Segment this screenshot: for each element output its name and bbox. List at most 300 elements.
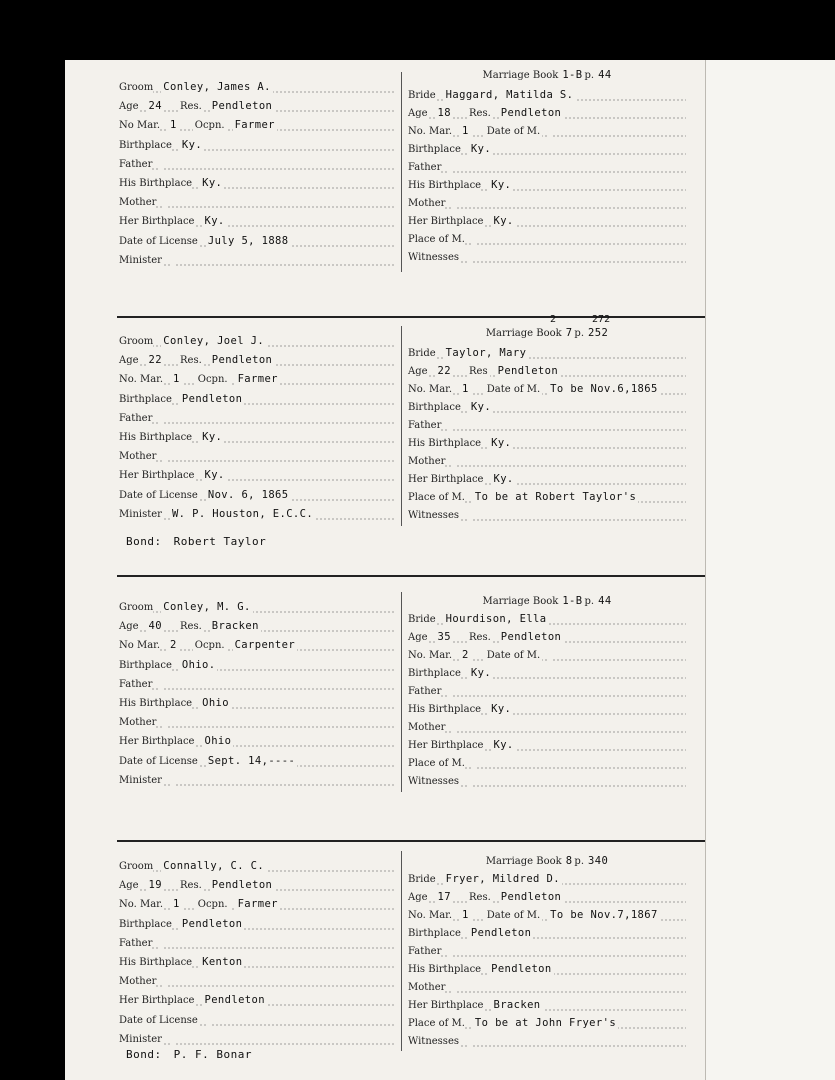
field-label: Bride bbox=[408, 874, 436, 885]
field-label: Birthplace bbox=[408, 928, 461, 939]
field-value: Ky. bbox=[204, 469, 225, 482]
field-value: W. P. Houston, E.C.C. bbox=[171, 507, 314, 520]
field-value: 24 bbox=[148, 100, 162, 113]
field-value: Ky. bbox=[491, 437, 512, 449]
field-label: His Birthplace bbox=[408, 438, 482, 449]
field-value bbox=[164, 716, 168, 728]
field-value-secondary: Pendleton bbox=[497, 365, 559, 377]
field-label-secondary: Ocpn. bbox=[194, 640, 225, 652]
field-label: His Birthplace bbox=[408, 964, 482, 975]
form-field bbox=[119, 895, 395, 913]
form-field bbox=[119, 212, 395, 230]
form-field bbox=[119, 251, 395, 269]
form-field bbox=[119, 136, 395, 154]
field-value: 1 bbox=[462, 125, 469, 137]
field-label: No Mar. bbox=[119, 120, 161, 132]
field-label: Birthplace bbox=[408, 144, 461, 155]
field-label: His Birthplace bbox=[119, 432, 193, 443]
field-value bbox=[160, 678, 164, 690]
book-volume: 1-B bbox=[562, 595, 583, 607]
field-label-secondary: Ocpn. bbox=[197, 899, 228, 911]
field-value: July 5, 1888 bbox=[207, 234, 289, 247]
field-label: No. Mar. bbox=[408, 126, 453, 137]
field-label-secondary: Res. bbox=[180, 101, 202, 113]
field-label: Date of License bbox=[119, 489, 198, 501]
bond-label: Bond: bbox=[126, 1048, 162, 1061]
marriage-book-reference bbox=[408, 326, 688, 340]
field-value: Ohio bbox=[204, 735, 232, 748]
field-value-secondary: Pendleton bbox=[500, 891, 562, 903]
field-value: Ky. bbox=[491, 179, 512, 191]
scan-margin bbox=[705, 60, 835, 1080]
field-value: Sept. 14,---- bbox=[207, 754, 296, 767]
field-label: Groom bbox=[119, 336, 154, 347]
field-value: To be at John Fryer's bbox=[474, 1017, 617, 1029]
field-value bbox=[453, 455, 457, 467]
field-label: Place of M. bbox=[408, 492, 465, 503]
field-label: Father bbox=[119, 412, 153, 424]
field-value: Ky. bbox=[493, 739, 514, 751]
field-value: Ky. bbox=[470, 401, 492, 413]
field-value: Conley, M. G. bbox=[163, 601, 251, 613]
form-field bbox=[119, 675, 395, 693]
field-value: Ky. bbox=[181, 138, 203, 151]
field-label: Age bbox=[119, 621, 139, 633]
column-divider bbox=[401, 72, 402, 272]
field-value: 19 bbox=[148, 879, 162, 892]
form-field bbox=[119, 598, 395, 616]
form-field bbox=[408, 772, 686, 790]
field-label-secondary: Res. bbox=[469, 892, 491, 903]
field-value: 1 bbox=[462, 383, 469, 395]
field-value-secondary: Pendleton bbox=[211, 100, 273, 113]
field-label-secondary: Ocpn. bbox=[197, 374, 228, 386]
field-value-secondary bbox=[548, 125, 552, 137]
field-value: Ky. bbox=[470, 667, 492, 679]
groom-column bbox=[119, 857, 395, 1049]
field-label: Her Birthplace bbox=[119, 995, 195, 1007]
field-value bbox=[453, 981, 457, 993]
field-value: 1 bbox=[173, 898, 180, 911]
form-field bbox=[119, 97, 395, 115]
book-label: Marriage Book bbox=[482, 596, 559, 607]
form-field bbox=[119, 505, 395, 523]
form-field bbox=[119, 953, 395, 971]
field-value bbox=[170, 1033, 174, 1045]
field-label-secondary: Date of M. bbox=[486, 650, 541, 661]
column-divider bbox=[401, 851, 402, 1051]
field-value: 40 bbox=[148, 620, 162, 633]
field-label: Mother bbox=[119, 717, 157, 729]
field-value: Bracken bbox=[493, 999, 541, 1011]
form-field bbox=[119, 351, 395, 369]
form-field bbox=[408, 506, 686, 524]
field-value bbox=[160, 412, 164, 424]
form-field bbox=[408, 344, 686, 362]
field-label: Father bbox=[119, 678, 153, 690]
marriage-book-reference bbox=[408, 68, 688, 82]
field-label: Age bbox=[119, 880, 139, 892]
field-value: Conley, Joel J. bbox=[163, 335, 265, 347]
groom-column bbox=[119, 332, 395, 524]
field-value bbox=[467, 1035, 471, 1047]
form-field bbox=[408, 646, 686, 664]
field-label: Mother bbox=[408, 722, 446, 733]
field-label: Father bbox=[408, 946, 442, 957]
field-value bbox=[473, 233, 477, 245]
field-value: Pendleton bbox=[491, 963, 552, 975]
field-value: Ky. bbox=[491, 703, 512, 715]
field-value: Haggard, Matilda S. bbox=[445, 89, 574, 101]
form-field bbox=[408, 906, 686, 924]
field-label-secondary: Res. bbox=[180, 621, 202, 633]
field-value: Connally, C. C. bbox=[163, 860, 265, 872]
field-value: Ky. bbox=[202, 177, 223, 189]
bride-column bbox=[408, 344, 686, 536]
field-value-secondary: Pendleton bbox=[211, 354, 273, 367]
field-value bbox=[449, 161, 453, 173]
book-page: 252 bbox=[588, 327, 609, 339]
corrected-page: 272 bbox=[592, 314, 611, 325]
form-field bbox=[408, 888, 686, 906]
field-value: 2 bbox=[170, 639, 177, 652]
form-field bbox=[119, 447, 395, 465]
form-field bbox=[408, 212, 686, 230]
field-value: 22 bbox=[437, 365, 451, 377]
field-value: Ohio. bbox=[181, 658, 216, 671]
field-label: Birthplace bbox=[119, 918, 172, 930]
field-label: Groom bbox=[119, 602, 154, 613]
field-value-secondary: Farmer bbox=[234, 119, 275, 132]
field-label: Mother bbox=[119, 976, 157, 988]
form-field bbox=[119, 174, 395, 192]
form-field bbox=[119, 713, 395, 731]
field-label: Groom bbox=[119, 82, 154, 93]
form-field bbox=[119, 617, 395, 635]
form-field bbox=[119, 934, 395, 952]
field-label: Age bbox=[119, 355, 139, 367]
field-value: Pendleton bbox=[204, 994, 265, 1007]
field-label: Her Birthplace bbox=[119, 470, 195, 482]
form-field bbox=[119, 486, 395, 504]
field-value bbox=[467, 509, 471, 521]
field-label: Place of M. bbox=[408, 1018, 465, 1029]
form-field bbox=[408, 942, 686, 960]
field-value: 17 bbox=[437, 891, 451, 903]
column-divider bbox=[401, 592, 402, 792]
field-label: Father bbox=[408, 420, 442, 431]
field-value: 1 bbox=[173, 373, 180, 386]
field-label: Age bbox=[408, 108, 428, 119]
form-field bbox=[408, 718, 686, 736]
field-label-secondary: Res bbox=[469, 366, 488, 377]
field-label: Bride bbox=[408, 614, 436, 625]
form-field bbox=[408, 380, 686, 398]
form-field bbox=[408, 122, 686, 140]
field-label: Age bbox=[408, 892, 428, 903]
field-label: Date of License bbox=[119, 755, 198, 767]
field-value bbox=[453, 721, 457, 733]
field-label: Birthplace bbox=[408, 402, 461, 413]
form-field bbox=[408, 488, 686, 506]
field-label: Minister bbox=[119, 254, 162, 266]
book-page-label: p. bbox=[574, 328, 585, 339]
book-label: Marriage Book bbox=[485, 856, 562, 867]
field-label: Birthplace bbox=[119, 393, 172, 405]
form-field bbox=[408, 610, 686, 628]
form-field bbox=[408, 248, 686, 266]
field-value bbox=[449, 685, 453, 697]
field-value: Fryer, Mildred D. bbox=[445, 873, 560, 885]
form-field bbox=[408, 682, 686, 700]
field-label: Birthplace bbox=[119, 139, 172, 151]
field-label: Father bbox=[119, 937, 153, 949]
field-value bbox=[467, 251, 471, 263]
field-label: Father bbox=[408, 686, 442, 697]
column-divider bbox=[401, 326, 402, 526]
field-value-secondary: Pendleton bbox=[500, 631, 562, 643]
field-label-secondary: Date of M. bbox=[486, 126, 541, 137]
form-field bbox=[119, 876, 395, 894]
field-label: No. Mar. bbox=[408, 384, 453, 395]
field-label: Witnesses bbox=[408, 1036, 459, 1047]
field-label: Place of M. bbox=[408, 758, 465, 769]
field-value: Ohio bbox=[202, 697, 229, 709]
field-label: Place of M. bbox=[408, 234, 465, 245]
field-label-secondary: Res. bbox=[469, 632, 491, 643]
field-value-secondary: Farmer bbox=[237, 898, 278, 911]
form-field bbox=[119, 771, 395, 789]
form-field bbox=[408, 700, 686, 718]
record-separator bbox=[117, 840, 705, 842]
field-value: Ky. bbox=[202, 431, 223, 443]
field-value bbox=[473, 757, 477, 769]
form-field bbox=[119, 656, 395, 674]
form-field bbox=[408, 978, 686, 996]
field-value bbox=[453, 197, 457, 209]
form-field bbox=[408, 452, 686, 470]
form-field bbox=[408, 924, 686, 942]
field-label: Minister bbox=[119, 508, 162, 520]
form-field bbox=[119, 732, 395, 750]
field-value: 1 bbox=[462, 909, 469, 921]
form-field bbox=[408, 754, 686, 772]
book-page-label: p. bbox=[574, 856, 585, 867]
field-label: Mother bbox=[408, 198, 446, 209]
bride-column bbox=[408, 870, 686, 1062]
form-field bbox=[119, 694, 395, 712]
bride-column bbox=[408, 610, 686, 802]
field-label-secondary: Res. bbox=[180, 355, 202, 367]
field-value bbox=[164, 196, 168, 208]
field-label: Bride bbox=[408, 348, 436, 359]
book-volume: 7 bbox=[565, 327, 573, 339]
form-field bbox=[119, 155, 395, 173]
field-label: His Birthplace bbox=[408, 704, 482, 715]
bond-label: Bond: bbox=[126, 535, 162, 548]
marriage-book-reference bbox=[408, 594, 688, 608]
form-field bbox=[119, 991, 395, 1009]
form-field bbox=[119, 193, 395, 211]
field-value bbox=[164, 975, 168, 987]
field-label: His Birthplace bbox=[119, 957, 193, 968]
form-field bbox=[408, 1032, 686, 1050]
field-value: 35 bbox=[437, 631, 451, 643]
field-value: 2 bbox=[462, 649, 469, 661]
field-label: Her Birthplace bbox=[119, 736, 195, 748]
field-label: Her Birthplace bbox=[408, 1000, 484, 1011]
field-value-secondary: Pendleton bbox=[500, 107, 562, 119]
field-value: Nov. 6, 1865 bbox=[207, 488, 289, 501]
form-field bbox=[119, 332, 395, 350]
field-value: Ky. bbox=[493, 215, 514, 227]
field-value-secondary: To be Nov.6,1865 bbox=[550, 383, 658, 395]
form-field bbox=[119, 370, 395, 388]
field-label: Mother bbox=[119, 197, 157, 209]
field-value bbox=[164, 450, 168, 462]
marriage-book-reference bbox=[408, 854, 688, 868]
record-separator bbox=[117, 575, 705, 577]
field-value bbox=[170, 254, 174, 266]
field-value: Kenton bbox=[202, 956, 243, 968]
field-value: Ky. bbox=[470, 143, 492, 155]
field-value: Pendleton bbox=[470, 927, 532, 939]
field-label: No. Mar. bbox=[408, 650, 453, 661]
form-field bbox=[119, 636, 395, 654]
field-label: His Birthplace bbox=[119, 178, 193, 189]
book-page-label: p. bbox=[584, 596, 595, 607]
form-field bbox=[119, 428, 395, 446]
field-label: Witnesses bbox=[408, 510, 459, 521]
field-value: 1 bbox=[170, 119, 177, 132]
field-value-secondary: To be Nov.7,1867 bbox=[550, 909, 658, 921]
book-label: Marriage Book bbox=[485, 328, 562, 339]
form-field bbox=[119, 409, 395, 427]
field-label-secondary: Res. bbox=[469, 108, 491, 119]
book-volume: 8 bbox=[565, 855, 573, 867]
form-field bbox=[408, 628, 686, 646]
groom-column bbox=[119, 78, 395, 270]
book-page-label: p. bbox=[584, 70, 595, 81]
form-field bbox=[119, 857, 395, 875]
field-value-secondary: Farmer bbox=[237, 373, 278, 386]
field-label-secondary: Res. bbox=[180, 880, 202, 892]
form-field bbox=[119, 1011, 395, 1029]
field-label: Age bbox=[119, 101, 139, 113]
field-label: Birthplace bbox=[408, 668, 461, 679]
form-field bbox=[408, 176, 686, 194]
field-value: 22 bbox=[148, 354, 162, 367]
field-value bbox=[160, 937, 164, 949]
corrected-volume: 2 bbox=[550, 314, 557, 325]
field-label: No. Mar. bbox=[119, 899, 164, 911]
field-label: Age bbox=[408, 366, 428, 377]
field-value bbox=[170, 774, 174, 786]
field-label: Date of License bbox=[119, 235, 198, 247]
record-separator bbox=[117, 316, 705, 318]
field-value: Conley, James A. bbox=[163, 81, 271, 93]
field-value: Ky. bbox=[204, 215, 225, 228]
form-field bbox=[119, 915, 395, 933]
field-value: Taylor, Mary bbox=[445, 347, 527, 359]
field-label: Mother bbox=[408, 456, 446, 467]
form-field bbox=[119, 78, 395, 96]
bond-value: P. F. Bonar bbox=[173, 1048, 252, 1061]
form-field bbox=[119, 1030, 395, 1048]
form-field bbox=[408, 664, 686, 682]
field-value bbox=[206, 1014, 210, 1026]
bond-note bbox=[126, 535, 278, 548]
field-label: Witnesses bbox=[408, 252, 459, 263]
form-field bbox=[119, 752, 395, 770]
field-value: 18 bbox=[437, 107, 451, 119]
field-value: Hourdison, Ella bbox=[445, 613, 547, 625]
field-label: Her Birthplace bbox=[408, 474, 484, 485]
field-value bbox=[160, 158, 164, 170]
form-field bbox=[119, 116, 395, 134]
field-label: Date of License bbox=[119, 1014, 198, 1026]
bride-column bbox=[408, 86, 686, 278]
field-label: Her Birthplace bbox=[119, 216, 195, 228]
field-value bbox=[449, 945, 453, 957]
field-label: Age bbox=[408, 632, 428, 643]
field-value: To be at Robert Taylor's bbox=[474, 491, 637, 503]
form-field bbox=[408, 230, 686, 248]
field-label: His Birthplace bbox=[119, 698, 193, 709]
field-value: Pendleton bbox=[181, 917, 243, 930]
form-field bbox=[119, 466, 395, 484]
field-label: Her Birthplace bbox=[408, 216, 484, 227]
field-value bbox=[449, 419, 453, 431]
form-field bbox=[119, 232, 395, 250]
field-value-secondary: Bracken bbox=[211, 620, 259, 633]
form-field bbox=[119, 972, 395, 990]
field-label: No. Mar. bbox=[408, 910, 453, 921]
field-label: Witnesses bbox=[408, 776, 459, 787]
book-label: Marriage Book bbox=[482, 70, 559, 81]
field-label: No. Mar. bbox=[119, 374, 164, 386]
book-page: 340 bbox=[588, 855, 609, 867]
field-label: No Mar. bbox=[119, 640, 161, 652]
form-field bbox=[408, 398, 686, 416]
field-label: Father bbox=[408, 162, 442, 173]
form-field bbox=[408, 960, 686, 978]
field-label: Groom bbox=[119, 861, 154, 872]
field-value-secondary: Pendleton bbox=[211, 879, 273, 892]
groom-column bbox=[119, 598, 395, 790]
form-field bbox=[408, 870, 686, 888]
form-field bbox=[408, 194, 686, 212]
field-label: Mother bbox=[408, 982, 446, 993]
field-value: Pendleton bbox=[181, 392, 243, 405]
field-label: Mother bbox=[119, 451, 157, 463]
form-field bbox=[408, 416, 686, 434]
field-value bbox=[467, 775, 471, 787]
form-field bbox=[408, 736, 686, 754]
field-label: Birthplace bbox=[119, 659, 172, 671]
field-label-secondary: Date of M. bbox=[486, 384, 541, 395]
field-label: Father bbox=[119, 158, 153, 170]
book-volume: 1-B bbox=[562, 69, 583, 81]
form-field bbox=[119, 390, 395, 408]
form-field bbox=[408, 1014, 686, 1032]
form-field bbox=[408, 104, 686, 122]
field-label: His Birthplace bbox=[408, 180, 482, 191]
form-field bbox=[408, 86, 686, 104]
form-field bbox=[408, 996, 686, 1014]
field-value: Ky. bbox=[493, 473, 514, 485]
field-value-secondary: Carpenter bbox=[234, 639, 296, 652]
